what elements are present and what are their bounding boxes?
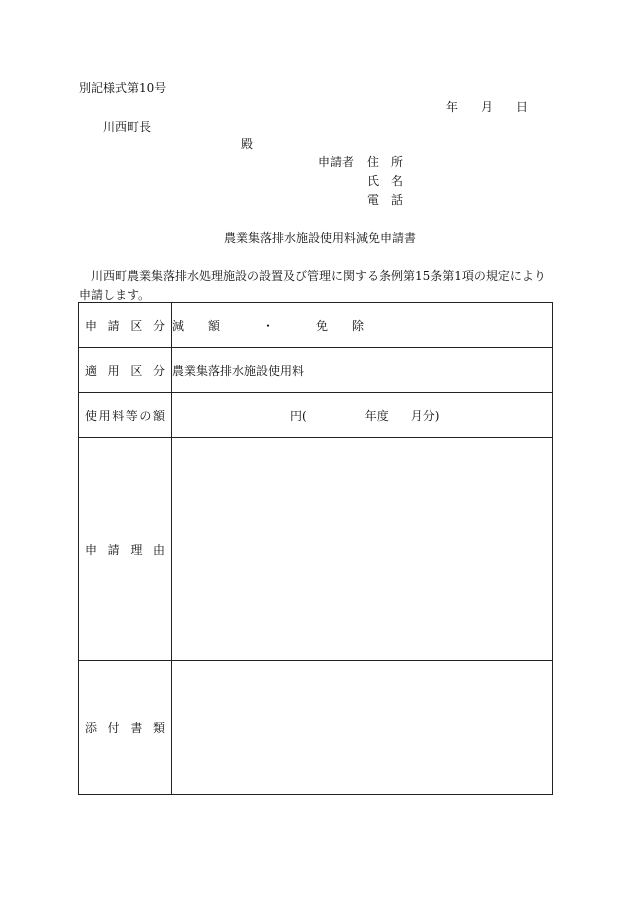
body-text: 川西町農業集落排水処理施設の設置及び管理に関する条例第15条第1項の規定により申請します。: [79, 269, 546, 302]
fee-year: 年度: [364, 408, 389, 423]
fee-yen: 円(: [290, 408, 307, 423]
label-reason: 申請理由: [79, 438, 172, 661]
label-applicable-category: 適用区分: [79, 348, 172, 393]
applicable-category-value: 農業集落排水施設使用料: [172, 348, 553, 393]
date-day: 日: [516, 100, 529, 114]
label-attachments: 添付書類: [79, 661, 172, 795]
choice-exemption[interactable]: 免 除: [316, 318, 365, 333]
table-row-applicable: [79, 348, 553, 393]
attachments-field[interactable]: [172, 661, 553, 795]
date-month: 月: [481, 100, 494, 114]
choice-separator: ・: [262, 318, 275, 333]
applicant-address-label: 住 所: [367, 155, 404, 169]
label-fee-amount: 使用料等の額: [79, 393, 172, 438]
category-choice[interactable]: [172, 303, 553, 348]
honorific: 殿: [241, 137, 254, 151]
reason-field[interactable]: [172, 438, 553, 661]
applicant-name-label: 氏 名: [367, 174, 404, 188]
table-row-reason: [79, 438, 553, 661]
applicant-phone-label: 電 話: [367, 193, 404, 207]
date-year: 年: [446, 100, 459, 114]
addressee: 川西町長: [103, 120, 152, 134]
date-line: [446, 101, 528, 113]
document-title: 農業集落排水施設使用料減免申請書: [224, 231, 417, 245]
label-application-category: 申請区分: [79, 303, 172, 348]
table-row-attachments: [79, 661, 553, 795]
form-number: 別記様式第10号: [79, 81, 167, 95]
application-table: [78, 302, 553, 795]
table-row-fee: [79, 393, 553, 438]
choice-reduction[interactable]: 減 額: [172, 318, 221, 333]
table-row-category: [79, 303, 553, 348]
fee-amount-field[interactable]: [172, 393, 553, 438]
applicant-label: 申請者: [318, 155, 355, 169]
fee-month: 月分): [410, 408, 440, 423]
